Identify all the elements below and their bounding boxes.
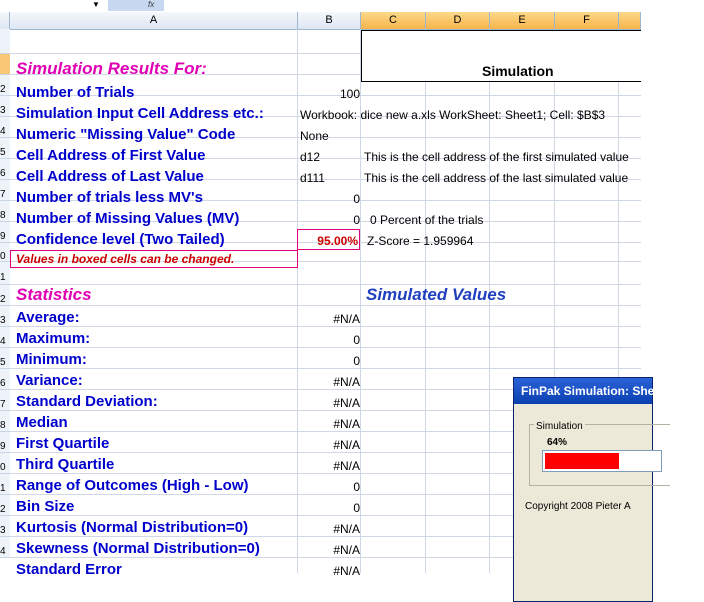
stat-label: Median — [16, 414, 68, 431]
finpak-simulation-dialog[interactable] — [513, 377, 704, 602]
label-missing-value-code: Numeric "Missing Value" Code — [16, 126, 236, 143]
label-confidence-level: Confidence level (Two Tailed) — [16, 231, 225, 248]
stat-label: Maximum: — [16, 330, 91, 347]
note-last-value-address: This is the cell address of the last simulated value — [364, 171, 629, 185]
spreadsheet-grid[interactable] — [0, 29, 704, 578]
value-missing-value-code[interactable]: None — [300, 129, 329, 143]
stat-value[interactable]: #N/A — [333, 543, 360, 557]
simulation-group-label: Simulation — [536, 421, 583, 432]
column-header-d[interactable]: D — [426, 12, 490, 29]
row-header[interactable] — [0, 29, 10, 54]
stat-label: Standard Error — [16, 561, 122, 578]
value-last-value-address[interactable]: d111 — [300, 171, 325, 185]
simulated-values-heading: Simulated Values — [366, 285, 507, 304]
value-confidence-level[interactable]: 95.00% — [317, 234, 358, 248]
stat-label: Bin Size — [16, 498, 75, 515]
note-first-value-address: This is the cell address of the first simulated value — [364, 150, 629, 164]
stat-value[interactable]: #N/A — [333, 564, 360, 578]
stat-value[interactable]: #N/A — [333, 417, 360, 431]
progress-bar — [542, 450, 662, 472]
stat-label: Standard Deviation: — [16, 393, 158, 410]
stat-label: Range of Outcomes (High - Low) — [16, 477, 249, 494]
label-input-cell-address: Simulation Input Cell Address etc.: — [16, 105, 264, 122]
row-header[interactable] — [0, 54, 10, 75]
results-heading: Simulation Results For: — [16, 59, 207, 78]
row-header[interactable]: 6 — [0, 159, 10, 180]
row-header[interactable]: 8 — [0, 201, 10, 222]
label-trials-less-mv: Number of trials less MV's — [16, 189, 203, 206]
label-first-value-address: Cell Address of First Value — [16, 147, 206, 164]
row-header[interactable]: 7 — [0, 390, 10, 411]
stat-value[interactable]: 0 — [353, 480, 360, 494]
row-header[interactable]: 2 — [0, 75, 10, 96]
row-header[interactable]: 8 — [0, 411, 10, 432]
copyright-text: Copyright 2008 Pieter A — [525, 501, 631, 512]
value-input-cell-address[interactable]: Workbook: dice new a.xls WorkSheet: Sheet1; Cell: $B$3 — [300, 108, 606, 122]
note-missing-percent: 0 Percent of the trials — [370, 213, 484, 227]
simulation-header: Simulation — [482, 63, 554, 79]
row-header[interactable]: 4 — [0, 327, 10, 348]
stat-value[interactable]: 0 — [353, 333, 360, 347]
formula-input[interactable] — [108, 0, 164, 11]
stat-label: Average: — [16, 309, 80, 326]
value-first-value-address[interactable]: d12 — [300, 150, 321, 164]
row-header[interactable]: 6 — [0, 369, 10, 390]
stat-label: Variance: — [16, 372, 83, 389]
progress-bar-fill — [545, 453, 619, 469]
stat-value[interactable]: #N/A — [333, 312, 360, 326]
stat-value[interactable]: #N/A — [333, 375, 360, 389]
column-header-a[interactable]: A — [10, 12, 298, 29]
select-all-corner[interactable] — [0, 12, 10, 29]
column-header-e[interactable]: E — [490, 12, 555, 29]
row-header[interactable]: 1 — [0, 474, 10, 495]
column-header-b[interactable]: B — [298, 12, 361, 29]
row-header[interactable]: 4 — [0, 537, 10, 558]
value-missing-values-count[interactable]: 0 — [353, 213, 360, 227]
note-z-score: Z-Score = 1.959964 — [367, 234, 474, 248]
progress-percent: 64% — [547, 437, 568, 448]
stat-label: Minimum: — [16, 351, 87, 368]
stat-value[interactable]: #N/A — [333, 522, 360, 536]
row-header[interactable]: 0 — [0, 243, 10, 262]
stat-label: Kurtosis (Normal Distribution=0) — [16, 519, 249, 536]
statistics-heading: Statistics — [16, 285, 92, 304]
row-header[interactable]: 1 — [0, 262, 10, 285]
stat-value[interactable]: #N/A — [333, 438, 360, 452]
stat-value[interactable]: #N/A — [333, 459, 360, 473]
row-header[interactable]: 5 — [0, 138, 10, 159]
value-number-of-trials[interactable]: 100 — [339, 87, 360, 101]
row-header[interactable]: 4 — [0, 117, 10, 138]
dialog-title[interactable]: FinPak Simulation: Sheet1!$B$3 — [514, 378, 652, 404]
row-header[interactable]: 3 — [0, 96, 10, 117]
row-header[interactable]: 3 — [0, 306, 10, 327]
namebox-dropdown-icon[interactable]: ▼ — [92, 0, 100, 9]
row-header[interactable]: 3 — [0, 516, 10, 537]
column-header-f[interactable]: F — [555, 12, 619, 29]
column-header-c[interactable]: C — [361, 12, 426, 29]
row-header[interactable]: 5 — [0, 348, 10, 369]
stat-label: Third Quartile — [16, 456, 115, 473]
stat-value[interactable]: 0 — [353, 354, 360, 368]
stat-value[interactable]: #N/A — [333, 396, 360, 410]
label-missing-values-count: Number of Missing Values (MV) — [16, 210, 240, 227]
column-headers — [0, 12, 641, 30]
column-header-g[interactable] — [619, 12, 641, 29]
label-number-of-trials: Number of Trials — [16, 84, 135, 101]
stat-label: First Quartile — [16, 435, 110, 452]
row-header[interactable]: 7 — [0, 180, 10, 201]
row-header[interactable]: 9 — [0, 432, 10, 453]
stat-value[interactable]: 0 — [353, 501, 360, 515]
boxed-cells-note: Values in boxed cells can be changed. — [16, 252, 235, 266]
row-header[interactable]: 2 — [0, 285, 10, 306]
label-last-value-address: Cell Address of Last Value — [16, 168, 204, 185]
fx-icon[interactable]: fx — [148, 0, 155, 9]
row-header[interactable]: 0 — [0, 453, 10, 474]
row-header[interactable]: 9 — [0, 222, 10, 243]
stat-label: Skewness (Normal Distribution=0) — [16, 540, 260, 557]
row-header[interactable]: 2 — [0, 495, 10, 516]
value-trials-less-mv[interactable]: 0 — [353, 192, 360, 206]
